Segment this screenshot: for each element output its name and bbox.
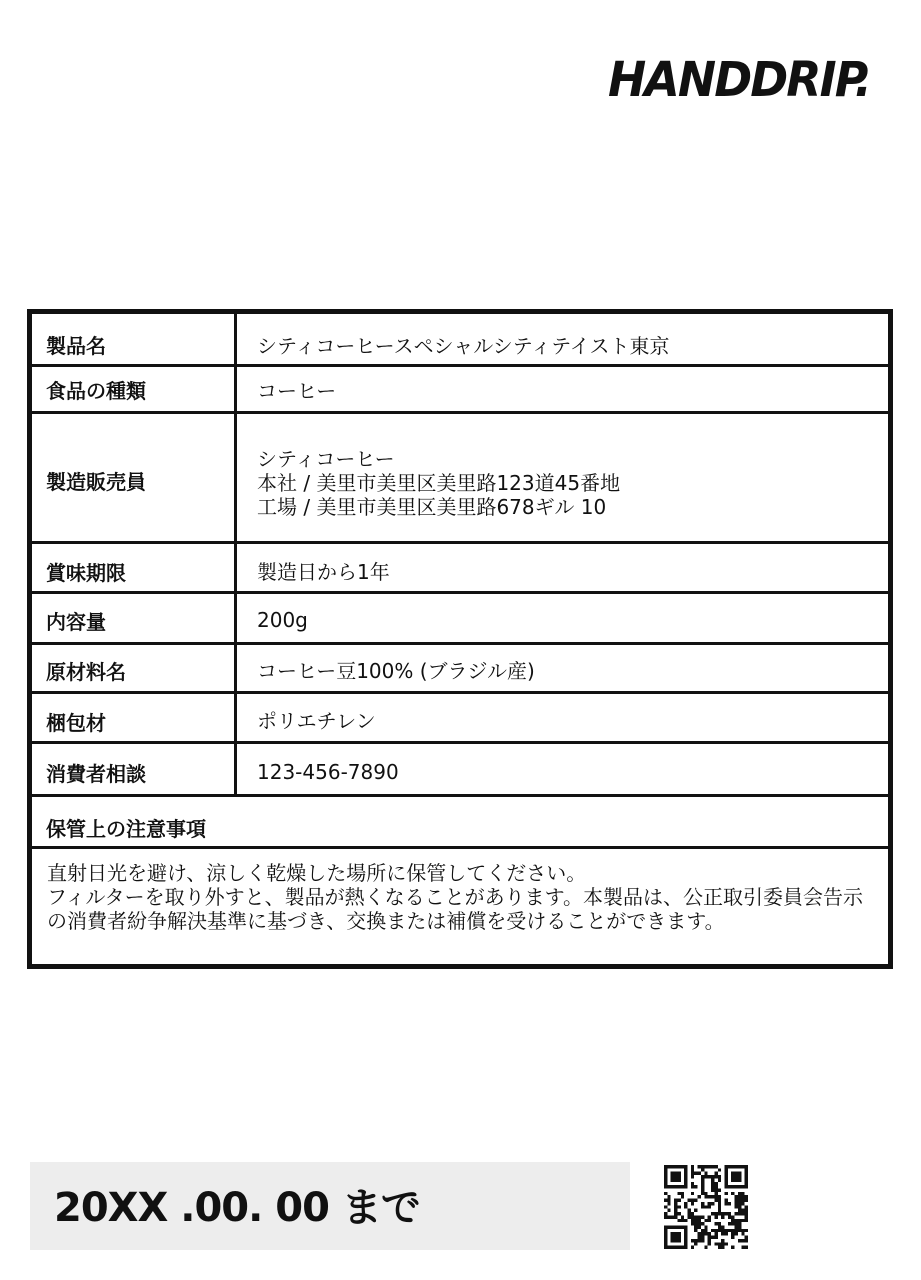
product-name-label: 製品名 [46, 334, 106, 358]
best-before-label: 賞味期限 [46, 561, 126, 585]
row-divider [32, 591, 888, 594]
food-type-label: 食品の種類 [46, 379, 146, 403]
food-type-value: コーヒー [257, 379, 337, 403]
row-divider [32, 846, 888, 849]
manufacturer-name: シティコーヒー [257, 447, 395, 471]
row-divider [32, 741, 888, 744]
ingredients-label: 原材料名 [46, 660, 126, 684]
manufacturer-label: 製造販売員 [46, 470, 146, 494]
manufacturer-factory: 工場 / 美里市美里区美里路678ギル 10 [257, 495, 607, 519]
consumer-contact-value: 123-456-7890 [257, 760, 399, 784]
best-before-value: 製造日から1年 [257, 560, 390, 584]
row-divider [32, 364, 888, 367]
row-divider [32, 794, 888, 797]
consumer-contact-label: 消費者相談 [46, 762, 146, 786]
storage-notes-heading: 保管上の注意事項 [46, 817, 206, 841]
contents-label: 内容量 [46, 610, 106, 634]
expiry-date-box [30, 1162, 630, 1250]
row-divider [32, 691, 888, 694]
packaging-value: ポリエチレン [257, 709, 376, 733]
ingredients-value: コーヒー豆100% (ブラジル産) [257, 659, 535, 683]
packaging-label: 梱包材 [46, 711, 106, 735]
row-divider [32, 411, 888, 414]
manufacturer-headquarters: 本社 / 美里市美里区美里路123道45番地 [257, 471, 621, 495]
row-divider [32, 541, 888, 544]
product-name-value: シティコーヒースペシャルシティテイスト東京 [257, 334, 670, 358]
contents-value: 200g [257, 608, 308, 632]
qr-code-icon [664, 1165, 748, 1249]
expiry-date-text: 20XX .00. 00 まで [54, 1185, 420, 1231]
storage-notes-text: 直射日光を避け、涼しく乾燥した場所に保管してください。 フィルターを取り外すと、製品が熱くなることがあります。本製品は、公正取引委員会告示の消費者紛争解決基準に基づき、交換または補償を受けることができます。 [47, 861, 863, 933]
logo-text: HANDDRIP. [608, 52, 870, 108]
product-label-table [27, 309, 893, 969]
handdrip-logo [606, 48, 876, 108]
column-divider [234, 314, 237, 797]
row-divider [32, 642, 888, 645]
